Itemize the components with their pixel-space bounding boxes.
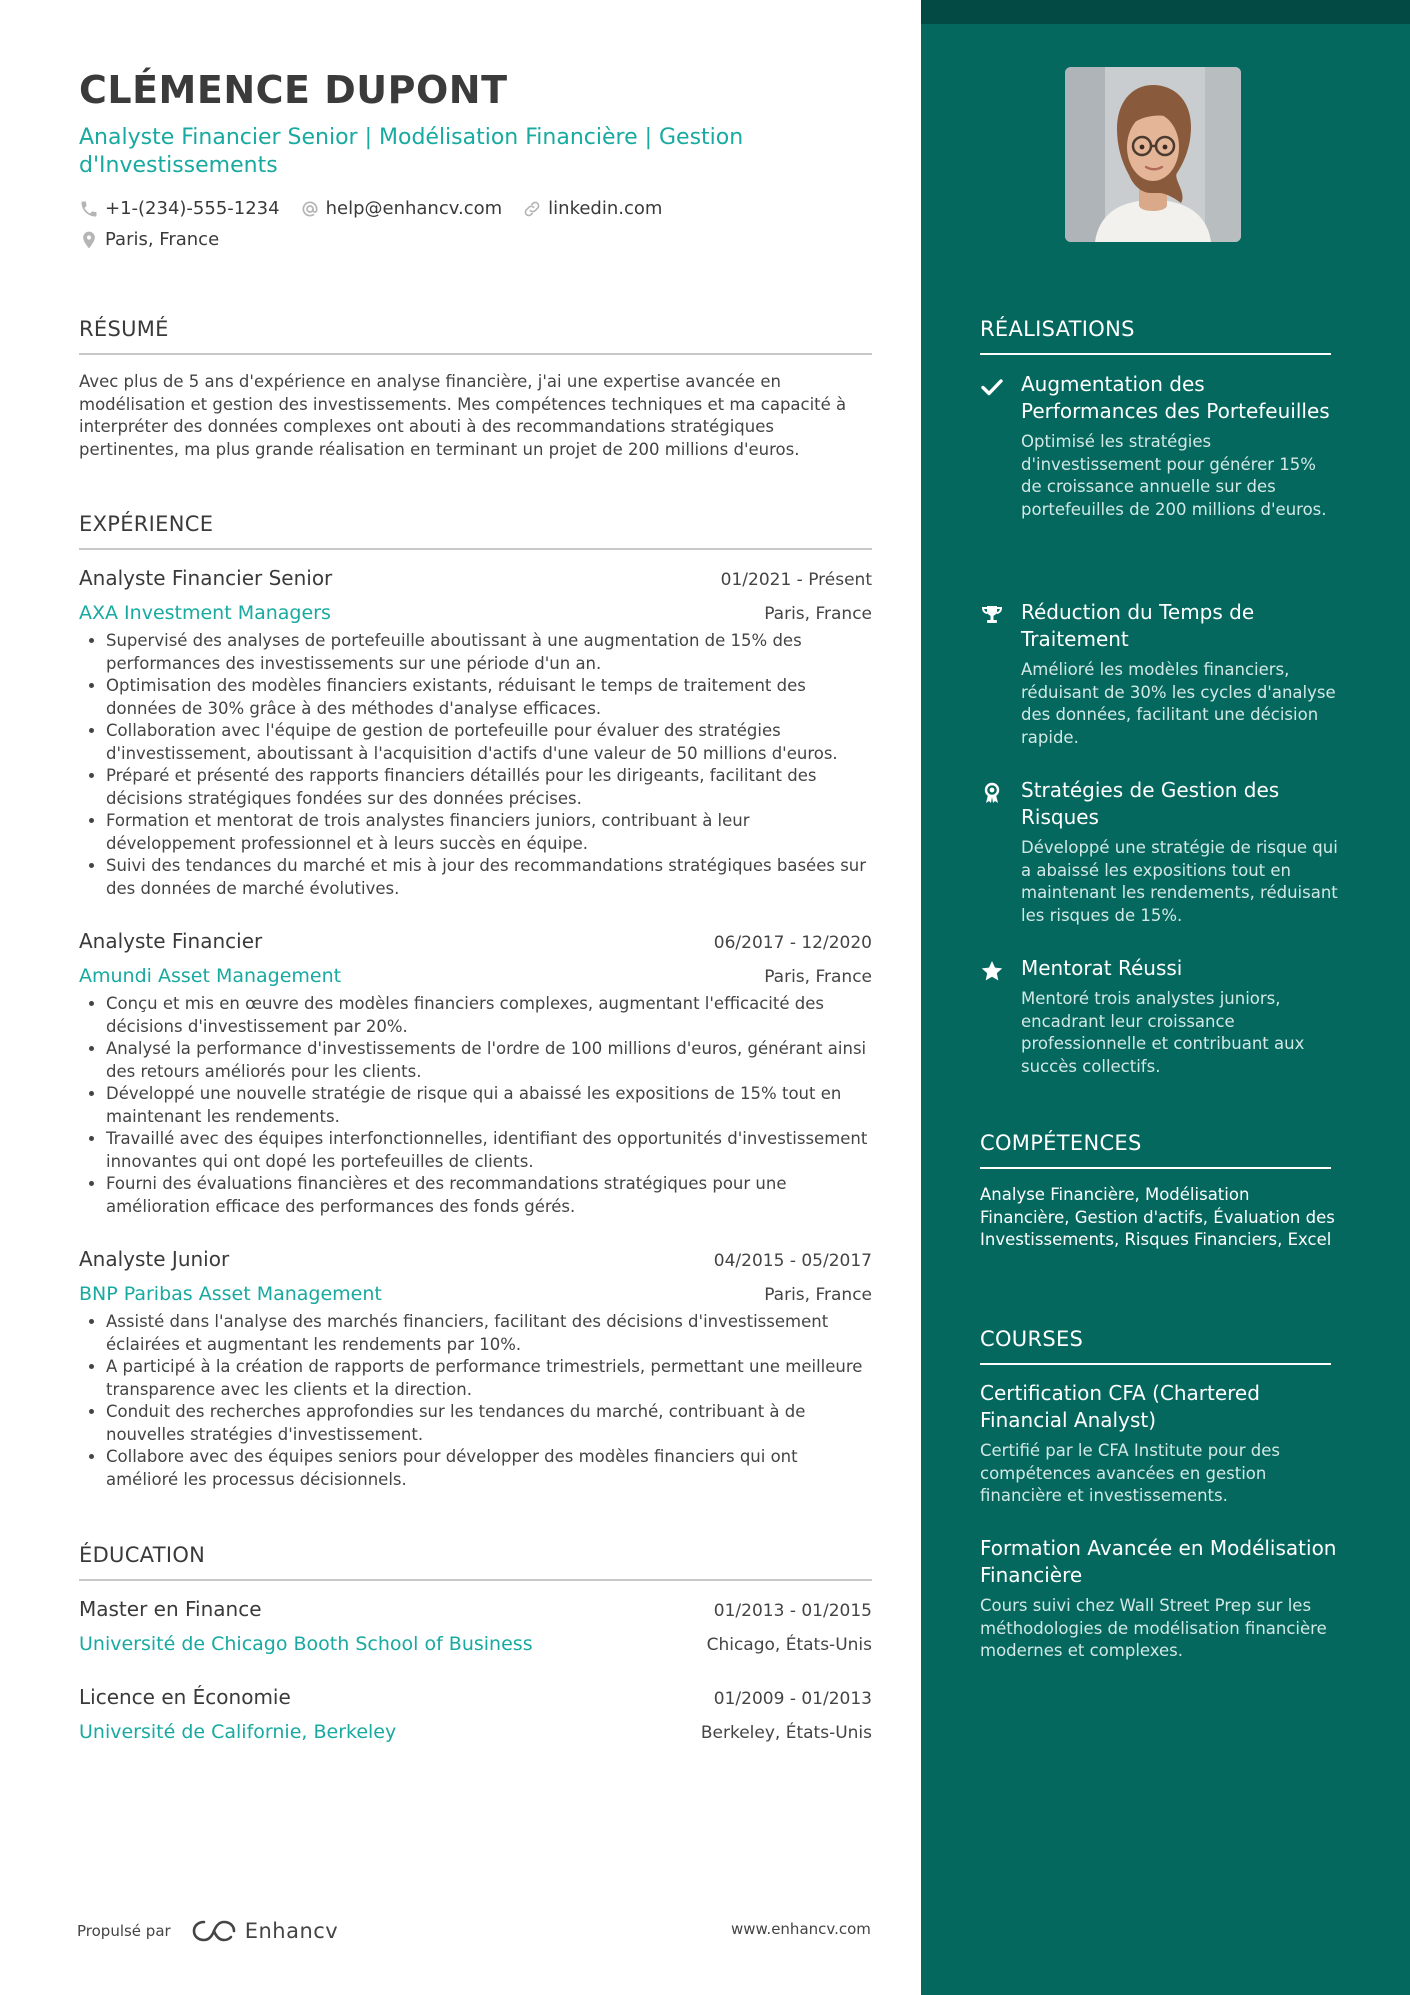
job-title: Analyste Financier [79,929,263,953]
at-icon [300,199,320,219]
company-link[interactable]: AXA Investment Managers [79,602,331,624]
education-date: 01/2013 - 01/2015 [713,1601,872,1621]
link-icon [522,199,542,219]
sidebar-top-bar [921,0,1410,24]
candidate-name: CLÉMENCE DUPONT [79,68,508,112]
email-contact[interactable] [300,198,503,219]
course-description: Certifié par le CFA Institute pour des compétences avancées en gestion financière et investissements. [980,1441,1280,1505]
achievement-title: Réduction du Temps de Traitement [1021,600,1255,651]
bullet-item: • Préparé et présenté des rapports financiers détaillés pour les dirigeants, facilitant des décisions stratégiques fondées sur des données précises. [106,765,872,810]
enhancv-logo[interactable] [191,1918,339,1944]
achievement-item [980,371,1340,521]
sidebar [921,0,1410,1995]
course-title: Certification CFA (Chartered Financial Analyst) [980,1381,1260,1432]
summary-text: Avec plus de 5 ans d'expérience en analyse financière, j'ai une expertise avancée en modélisation et gestion des investissements. Mes compétences techniques et ma capacité à interpréter des données complexes ont abouti à des recommandations stratégiques pertinentes, ma plus grande réalisation en terminant un projet de 200 millions d'euros. [79,372,847,459]
degree-title: Master en Finance [79,1597,262,1621]
award-ribbon-icon [980,781,1004,805]
skills-text: Analyse Financière, Modélisation Financière, Gestion d'actifs, Évaluation des Investissements, Risques Financiers, Excel [980,1185,1335,1249]
bullet-item: • Développé une nouvelle stratégie de risque qui a abaissé les expositions de 15% tout en maintenant les rendements. [106,1083,872,1128]
achievement-item [980,955,1340,1078]
achievement-title: Augmentation des Performances des Portefeuilles [1021,372,1330,423]
trophy-icon [980,603,1004,627]
achievement-description: Développé une stratégie de risque qui a abaissé les expositions tout en maintenant les rendements, réduisant les risques de 15%. [1021,838,1338,925]
enhancv-logo-icon [191,1918,237,1944]
degree-title: Licence en Économie [79,1685,291,1709]
course-item [980,1535,1340,1663]
achievement-item [980,777,1340,927]
school-link[interactable]: Université de Chicago Booth School of Business [79,1633,533,1655]
job-bullets [79,630,872,900]
achievement-item [980,599,1340,749]
education-location: Berkeley, États-Unis [700,1723,872,1743]
bullet-item: • Travaillé avec des équipes interfonctionnelles, identifiant des opportunités d'investissement innovantes qui ont dopé les portefeuilles de clients. [106,1128,872,1173]
job-location: Paris, France [764,604,872,624]
summary-section-title: RÉSUMÉ [79,317,872,355]
checkmark-icon [980,375,1004,399]
education-item [79,1685,872,1743]
linkedin-contact[interactable] [522,198,662,219]
phone-contact[interactable] [79,198,280,219]
location-contact [79,229,219,250]
experience-item [79,929,872,1218]
star-icon [980,959,1004,983]
achievements-section-title: RÉALISATIONS [980,317,1331,355]
skills-section-title: COMPÉTENCES [980,1131,1331,1169]
experience-item [79,1247,872,1491]
footer-url[interactable]: www.enhancv.com [731,1920,871,1938]
bullet-item: • Supervisé des analyses de portefeuille aboutissant à une augmentation de 15% des performances des investissements sur une période d'un an. [106,630,872,675]
education-location: Chicago, États-Unis [706,1635,872,1655]
achievement-description: Mentoré trois analystes juniors, encadrant leur croissance professionnelle et contribuant aux succès collectifs. [1021,989,1305,1076]
job-date: 04/2015 - 05/2017 [713,1251,872,1271]
email-text: help@enhancv.com [325,198,503,219]
bullet-item: • Collabore avec des équipes seniors pour développer des modèles financiers qui ont amélioré les processus décisionnels. [106,1446,872,1491]
education-item [79,1597,872,1655]
location-row [79,229,239,250]
company-link[interactable]: Amundi Asset Management [79,965,342,987]
bullet-item: • A participé à la création de rapports de performance trimestriels, permettant une meilleure transparence avec les clients et la direction. [106,1356,872,1401]
phone-icon [79,199,99,219]
phone-text: +1-(234)-555-1234 [105,198,280,219]
company-link[interactable]: BNP Paribas Asset Management [79,1283,382,1305]
achievement-title: Mentorat Réussi [1021,956,1183,980]
bullet-item: • Conduit des recherches approfondies sur les tendances du marché, contribuant à de nouvelles stratégies d'investissement. [106,1401,872,1446]
achievement-description: Amélioré les modèles financiers, réduisant de 30% les cycles d'analyse des données, facilitant une décision rapide. [1021,660,1336,747]
profile-photo-image [1065,67,1241,242]
bullet-item: • Analysé la performance d'investissements de l'ordre de 100 millions d'euros, générant ainsi des retours améliorés pour les clients. [106,1038,872,1083]
courses-section-title: COURSES [980,1327,1331,1365]
bullet-item: • Formation et mentorat de trois analystes financiers juniors, contribuant à leur développement professionnel et à leurs succès en équipe. [106,810,872,855]
achievement-description: Optimisé les stratégies d'investissement pour générer 15% de croissance annuelle sur des portefeuilles de 200 millions d'euros. [1021,432,1327,519]
school-link[interactable]: Université de Californie, Berkeley [79,1721,397,1743]
footer-powered [77,1918,338,1944]
job-date: 06/2017 - 12/2020 [713,933,872,953]
bullet-item: • Collaboration avec l'équipe de gestion de portefeuille pour évaluer des stratégies d'investissement, aboutissant à l'acquisition d'actifs d'une valeur de 50 millions d'euros. [106,720,872,765]
job-location: Paris, France [764,1285,872,1305]
experience-section-title: EXPÉRIENCE [79,512,872,550]
achievement-title: Stratégies de Gestion des Risques [1021,778,1280,829]
job-bullets [79,1311,872,1491]
job-date: 01/2021 - Présent [720,570,872,590]
course-item [980,1380,1340,1508]
headline: Analyste Financier Senior | Modélisation Financière | Gestion d'Investissements [79,125,744,178]
contact-row [79,198,682,219]
linkedin-text: linkedin.com [548,198,663,219]
location-pin-icon [79,230,99,250]
job-title: Analyste Junior [79,1247,230,1271]
course-description: Cours suivi chez Wall Street Prep sur les méthodologies de modélisation financière modernes et complexes. [980,1596,1327,1660]
bullet-item: • Suivi des tendances du marché et mis à jour des recommandations stratégiques basées sur des données de marché évolutives. [106,855,872,900]
education-section-title: ÉDUCATION [79,1543,872,1581]
experience-item [79,566,872,900]
bullet-item: • Fourni des évaluations financières et des recommandations stratégiques pour une amélioration efficace des performances des fonds gérés. [106,1173,872,1218]
enhancv-brand-text: Enhancv [244,1919,339,1943]
bullet-item: • Assisté dans l'analyse des marchés financiers, facilitant des décisions d'investissement éclairées et augmentant les rendements par 10%. [106,1311,872,1356]
powered-by-label: Propulsé par [77,1922,171,1940]
job-title: Analyste Financier Senior [79,566,333,590]
course-title: Formation Avancée en Modélisation Financière [980,1536,1337,1587]
location-text: Paris, France [105,229,220,250]
education-date: 01/2009 - 01/2013 [713,1689,872,1709]
job-location: Paris, France [764,967,872,987]
bullet-item: • Optimisation des modèles financiers existants, réduisant le temps de traitement des données de 30% grâce à des méthodes d'analyse efficaces. [106,675,872,720]
bullet-item: • Conçu et mis en œuvre des modèles financiers complexes, augmentant l'efficacité des décisions d'investissement par 20%. [106,993,872,1038]
profile-photo [1065,67,1241,242]
job-bullets [79,993,872,1218]
